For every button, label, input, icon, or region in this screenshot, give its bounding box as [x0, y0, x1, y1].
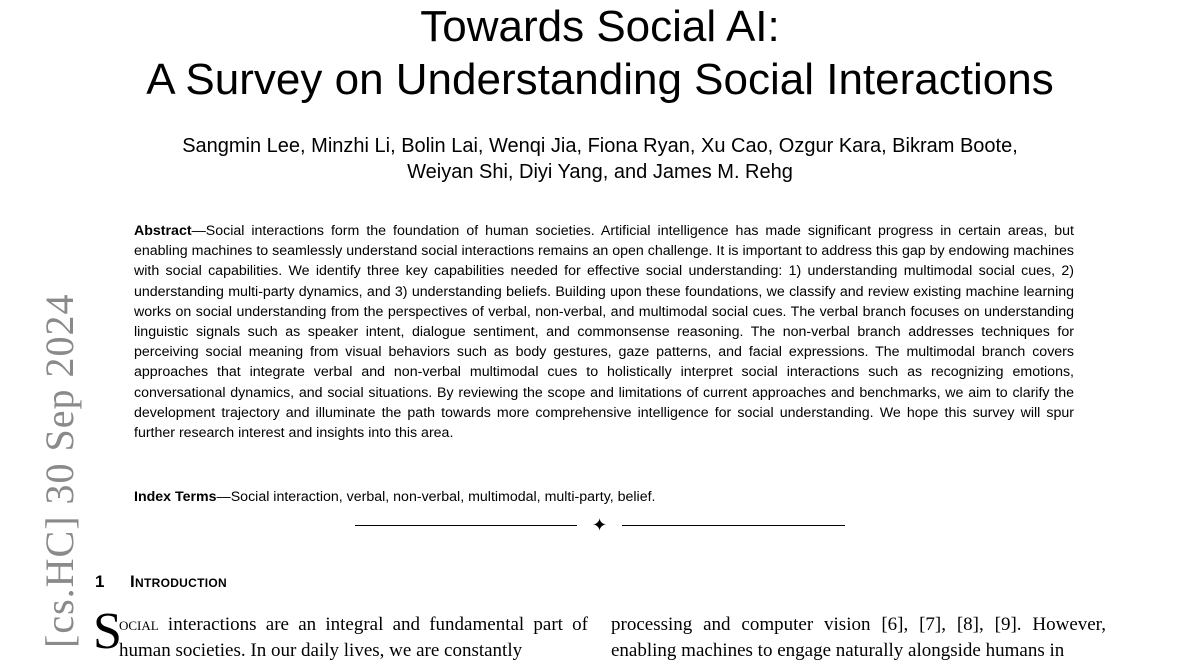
section-title: Introduction [130, 572, 227, 591]
authors-line-1: Sangmin Lee, Minzhi Li, Bolin Lai, Wenqi Jia, Fiona Ryan, Xu Cao, Ozgur Kara, Bikram Boote, [182, 135, 1018, 157]
abstract-label: Abstract [134, 223, 192, 239]
body-column-right [611, 612, 1106, 664]
separator-diamond-icon: ✦ [592, 515, 608, 535]
intro-text-left: interactions are an integral and fundamental part of human societies. In our daily lives, we are constantly [119, 614, 588, 661]
arxiv-sidebar-stamp: [cs.HC] 30 Sep 2024 [37, 293, 82, 648]
abstract-text: —Social interactions form the foundation of human societies. Artificial intelligence has made significant progress in certain areas, but enabling machines to seamlessly understand social interactions remains an open challenge. It is important to address this gap by endowing machines with social capabilities. We identify three key capabilities needed for effective social understanding: 1) understanding multimodal social cues, 2) understanding multi-party dynamics, and 3) understanding beliefs. Building upon these foundations, we classify and review existing machine learning works on social understanding from the perspectives of verbal, non-verbal, and multimodal social cues. The verbal branch focuses on understanding linguistic signals such as speaker intent, dialogue sentiment, and commonsense reasoning. The non-verbal branch addresses techniques for perceiving social meaning from visual behaviors such as body gestures, gaze patterns, and facial expressions. The multimodal branch covers approaches that integrate verbal and non-verbal multimodal cues to holistically interpret social interactions such as recognizing emotions, conversational dynamics, and social situations. By reviewing the scope and limitations of current approaches and benchmarks, we aim to clarify the development trajectory and illuminate the path towards more comprehensive intelligence for social understanding. We hope this survey will spur further research interest and insights into this area. [134, 223, 1074, 442]
paper-title-line-1: Towards Social AI: [420, 2, 780, 51]
index-terms [134, 487, 655, 507]
intro-text-right: processing and computer vision [6], [7], [8], [9]. However, enabling machines to engage naturally alongside humans in [611, 614, 1106, 661]
index-terms-label: Index Terms [134, 489, 217, 505]
body-column-left [93, 612, 588, 664]
authors-line-2: Weiyan Shi, Diyi Yang, and James M. Rehg [407, 161, 793, 183]
separator-rule-left [355, 525, 577, 526]
separator-rule-right [622, 525, 845, 526]
paper-title-line-2: A Survey on Understanding Social Interactions [146, 55, 1054, 104]
abstract [134, 221, 1074, 443]
index-terms-text: —Social interaction, verbal, non-verbal, multimodal, multi-party, belief. [216, 489, 656, 505]
drop-cap: S [93, 603, 122, 660]
intro-first-word: ocial [119, 614, 159, 635]
section-number: 1 [95, 572, 105, 591]
